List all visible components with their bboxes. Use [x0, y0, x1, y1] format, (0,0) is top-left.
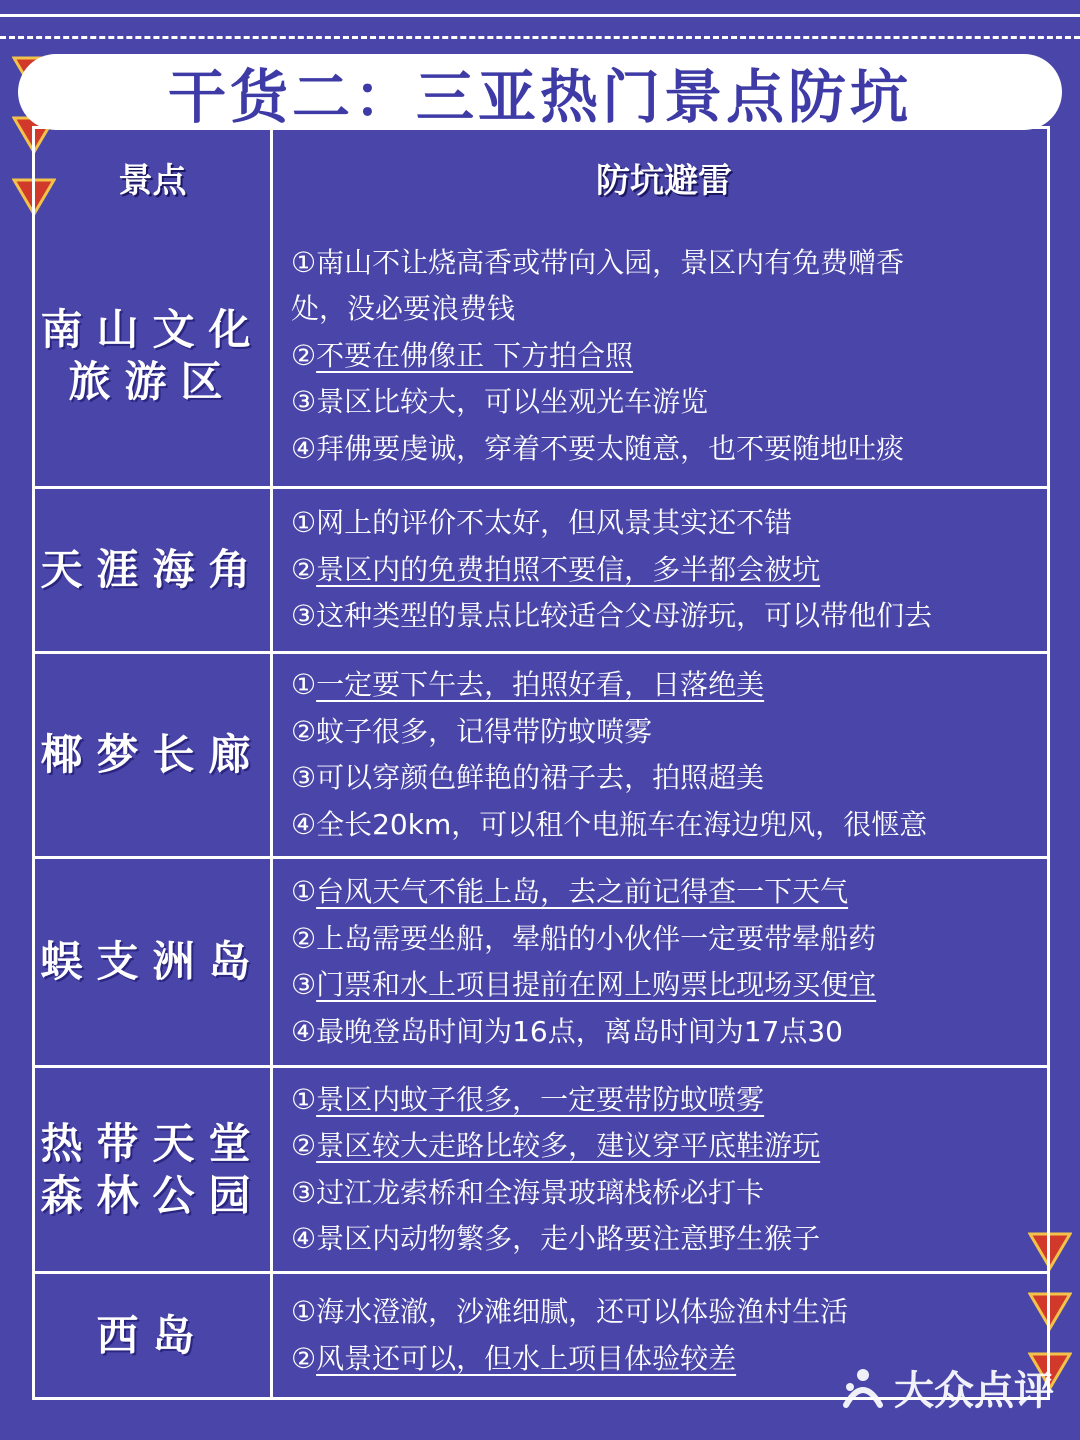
tip-item	[291, 500, 1037, 547]
tip-item	[291, 379, 1037, 426]
top-dashed-rule	[0, 36, 1080, 39]
tip-item	[291, 1289, 1037, 1336]
tip-text: 门票和水上项目提前在网上购票比现场买便宜	[316, 968, 877, 1001]
spot-name-line: 热带天堂	[40, 1118, 265, 1168]
tip-item	[291, 662, 1037, 709]
tip-item	[291, 333, 1037, 380]
tip-number: ④	[291, 1014, 317, 1048]
tips-cell	[273, 489, 1047, 651]
tip-text: 全长20km，可以租个电瓶车在海边兜风，很惬意	[316, 807, 928, 841]
tip-item	[291, 1009, 1037, 1056]
spot-cell	[35, 654, 273, 856]
spot-cell	[35, 226, 273, 486]
tip-text: 景区比较大，可以坐观光车游览	[316, 385, 709, 419]
tip-item	[291, 1077, 1037, 1124]
tip-text: 这种类型的景点比较适合父母游玩，可以带他们去	[316, 599, 933, 633]
tip-number: ①	[291, 245, 317, 279]
tip-number: ①	[291, 1082, 317, 1116]
header-cell-spot	[35, 129, 273, 226]
spot-name	[40, 936, 264, 988]
table-row	[35, 1065, 1047, 1271]
tip-text: 最晚登岛时间为16点，离岛时间为17点30	[316, 1014, 843, 1048]
tip-number: ①	[291, 875, 317, 908]
tip-text: 海水澄澈，沙滩细腻，还可以体验渔村生活	[316, 1295, 849, 1328]
tip-number: ②	[291, 552, 317, 586]
tip-text: 台风天气不能上岛，去之前记得查一下天气	[316, 875, 849, 908]
tip-text: 上岛需要坐船，晕船的小伙伴一定要带晕船药	[316, 921, 877, 955]
spot-name	[40, 304, 264, 408]
tip-item	[291, 593, 1037, 640]
tip-text: 景区内的免费拍照不要信，多半都会被坑	[316, 552, 821, 586]
spot-name-line: 旅游区	[68, 357, 237, 406]
tip-number: ②	[291, 921, 317, 955]
spot-cell	[35, 1274, 273, 1397]
table-row	[35, 226, 1047, 486]
spot-name-line: 天涯海角	[40, 545, 265, 594]
tip-text: 拜佛要虔诚，穿着不要太随意，也不要随地吐痰	[316, 431, 905, 465]
tip-number: ②	[291, 714, 317, 748]
tips-cell	[273, 226, 1047, 486]
spot-name-line: 蜈支洲岛	[40, 937, 265, 986]
table-row	[35, 651, 1047, 856]
tip-item	[291, 1216, 1037, 1263]
spot-name	[40, 1118, 264, 1222]
tip-item	[291, 426, 1037, 473]
tip-text: 过江龙索桥和全海景玻璃栈桥必打卡	[316, 1175, 765, 1209]
tip-number: ④	[291, 431, 317, 465]
tip-item	[291, 755, 1037, 802]
spot-cell	[35, 489, 273, 651]
tip-number: ②	[291, 1129, 317, 1162]
tip-text: 景区内动物繁多，走小路要注意野生猴子	[316, 1222, 821, 1255]
tips-cell	[273, 654, 1047, 856]
tip-item	[291, 916, 1037, 963]
tip-number: ①	[291, 668, 317, 701]
tip-item	[291, 286, 1037, 333]
tip-item	[291, 240, 1037, 287]
tip-text: 景区较大走路比较多，建议穿平底鞋游玩	[316, 1129, 821, 1162]
tip-number: ③	[291, 1175, 317, 1209]
tip-number: ④	[291, 1222, 317, 1255]
spot-name-line: 椰梦长廊	[40, 730, 265, 779]
tip-text: 风景还可以，但水上项目体验较差	[316, 1341, 737, 1375]
spot-name	[40, 729, 264, 781]
tip-number: ③	[291, 385, 317, 419]
tip-text: 网上的评价不太好，但风景其实还不错	[316, 506, 793, 540]
spot-name-line: 森林公园	[40, 1170, 265, 1220]
spot-cell	[35, 1068, 273, 1271]
header-cell-tips	[273, 129, 1047, 226]
tip-item	[291, 1170, 1037, 1217]
spot-name-line: 南山文化	[40, 305, 265, 354]
tip-number: ②	[291, 1341, 317, 1375]
header-spot-label: 景点	[118, 161, 187, 201]
dianping-logo-icon	[840, 1365, 886, 1411]
tip-item	[291, 547, 1037, 594]
tip-text: 可以穿颜色鲜艳的裙子去，拍照超美	[316, 761, 765, 794]
tip-text: 一定要下午去，拍照好看，日落绝美	[316, 668, 765, 701]
tip-text: 蚊子很多，记得带防蚊喷雾	[316, 714, 653, 748]
top-solid-rule	[0, 14, 1080, 17]
tip-number: ③	[291, 761, 317, 794]
spot-name-line: 西岛	[96, 1310, 209, 1360]
title-banner	[18, 54, 1062, 130]
tip-number: ②	[291, 338, 317, 372]
tip-number: ①	[291, 506, 317, 540]
tip-number: ①	[291, 1295, 317, 1328]
watermark-text: 大众点评	[894, 1368, 1054, 1414]
tip-number: ④	[291, 807, 317, 841]
tips-cell	[273, 859, 1047, 1065]
tip-text: 南山不让烧高香或带向入园，景区内有免费赠香	[316, 245, 905, 279]
tip-item	[291, 869, 1037, 916]
tip-text: 景区内蚊子很多，一定要带防蚊喷雾	[316, 1082, 765, 1116]
header-tips-label: 防坑避雷	[596, 161, 732, 201]
tip-number: ③	[291, 599, 317, 633]
spot-cell	[35, 859, 273, 1065]
table-header-row	[35, 129, 1047, 226]
table-row	[35, 856, 1047, 1065]
table-row	[35, 486, 1047, 651]
page-title: 干货二：三亚热门景点防坑	[167, 63, 912, 131]
spot-name	[96, 1310, 208, 1362]
dianping-watermark	[840, 1359, 1054, 1416]
tips-cell	[273, 1068, 1047, 1271]
tip-number: ③	[291, 968, 317, 1001]
tip-text: 处，没必要浪费钱	[291, 292, 516, 326]
tip-item	[291, 709, 1037, 756]
tip-item	[291, 962, 1037, 1009]
tip-item	[291, 1123, 1037, 1170]
tip-text: 不要在佛像正 下方拍合照	[316, 338, 634, 372]
spot-name	[40, 544, 264, 596]
tip-item	[291, 802, 1037, 849]
tips-table	[32, 126, 1050, 1400]
